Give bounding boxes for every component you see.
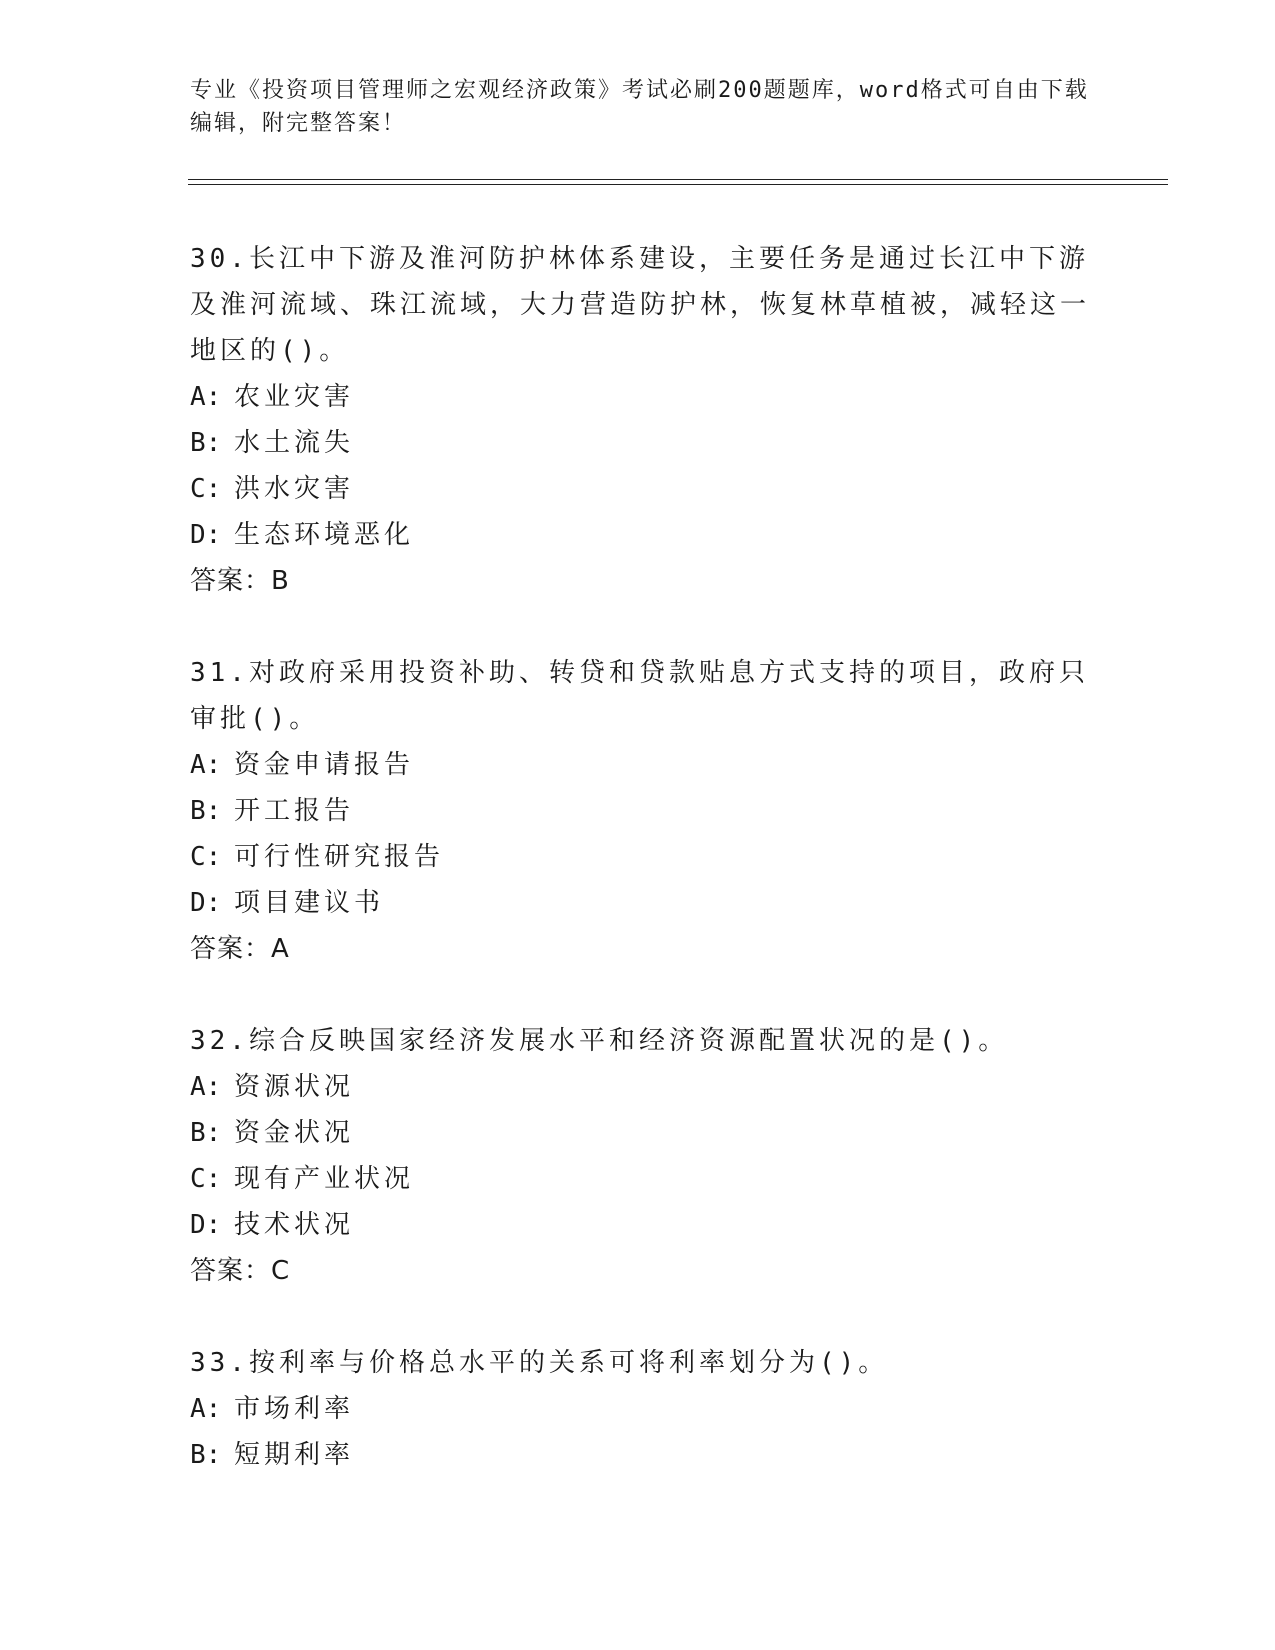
option-text: 市场利率: [234, 1394, 355, 1424]
question-stem: 32.综合反映国家经济发展水平和经济资源配置状况的是()。: [190, 1026, 1009, 1056]
answer-line: 答案：A: [190, 934, 290, 964]
question-list: [190, 236, 1090, 1524]
option-a: [190, 1064, 1090, 1110]
answer-line: 答案：B: [190, 566, 290, 596]
option-text: 可行性研究报告: [234, 842, 445, 872]
question-stem: 30.长江中下游及淮河防护林体系建设，主要任务是通过长江中下游及淮河流域、珠江流域，大力营造防护林，恢复林草植被，减轻这一地区的()。: [190, 244, 1091, 366]
option-text: 资源状况: [234, 1072, 355, 1102]
option-key: A:: [190, 382, 222, 412]
option-c: [190, 834, 1090, 880]
option-text: 技术状况: [234, 1210, 355, 1240]
document-intro: 专业《投资项目管理师之宏观经济政策》考试必刷200题题库，word格式可自由下载编辑，附完整答案！: [190, 78, 1089, 136]
option-key: C:: [190, 1164, 222, 1194]
option-key: B:: [190, 1118, 222, 1148]
option-text: 洪水灾害: [234, 474, 355, 504]
option-text: 资金申请报告: [234, 750, 415, 780]
option-text: 开工报告: [234, 796, 355, 826]
option-key: C:: [190, 474, 222, 504]
option-b: [190, 1110, 1090, 1156]
option-d: [190, 1202, 1090, 1248]
question-stem: 31.对政府采用投资补助、转贷和贷款贴息方式支持的项目，政府只审批()。: [190, 658, 1089, 734]
option-text: 农业灾害: [234, 382, 355, 412]
question-33: [190, 1340, 1090, 1478]
question-stem: 33.按利率与价格总水平的关系可将利率划分为()。: [190, 1348, 889, 1378]
option-key: D:: [190, 1210, 222, 1240]
option-key: B:: [190, 796, 222, 826]
option-text: 水土流失: [234, 428, 355, 458]
option-key: D:: [190, 888, 222, 918]
option-text: 项目建议书: [234, 888, 385, 918]
option-text: 短期利率: [234, 1440, 355, 1470]
option-key: C:: [190, 842, 222, 872]
option-text: 资金状况: [234, 1118, 355, 1148]
option-c: [190, 466, 1090, 512]
option-key: A:: [190, 1394, 222, 1424]
question-31: [190, 650, 1090, 972]
question-30: [190, 236, 1090, 604]
option-b: [190, 1432, 1090, 1478]
option-a: [190, 742, 1090, 788]
header-divider-top: [188, 179, 1168, 180]
option-text: 现有产业状况: [234, 1164, 415, 1194]
answer-line: 答案：C: [190, 1256, 291, 1286]
option-c: [190, 1156, 1090, 1202]
header-divider-bottom: [188, 184, 1168, 185]
option-text: 生态环境恶化: [234, 520, 415, 550]
option-b: [190, 420, 1090, 466]
option-key: A:: [190, 750, 222, 780]
option-a: [190, 1386, 1090, 1432]
option-d: [190, 512, 1090, 558]
option-a: [190, 374, 1090, 420]
option-b: [190, 788, 1090, 834]
option-key: D:: [190, 520, 222, 550]
option-key: B:: [190, 428, 222, 458]
option-d: [190, 880, 1090, 926]
option-key: B:: [190, 1440, 222, 1470]
question-32: [190, 1018, 1090, 1294]
option-key: A:: [190, 1072, 222, 1102]
